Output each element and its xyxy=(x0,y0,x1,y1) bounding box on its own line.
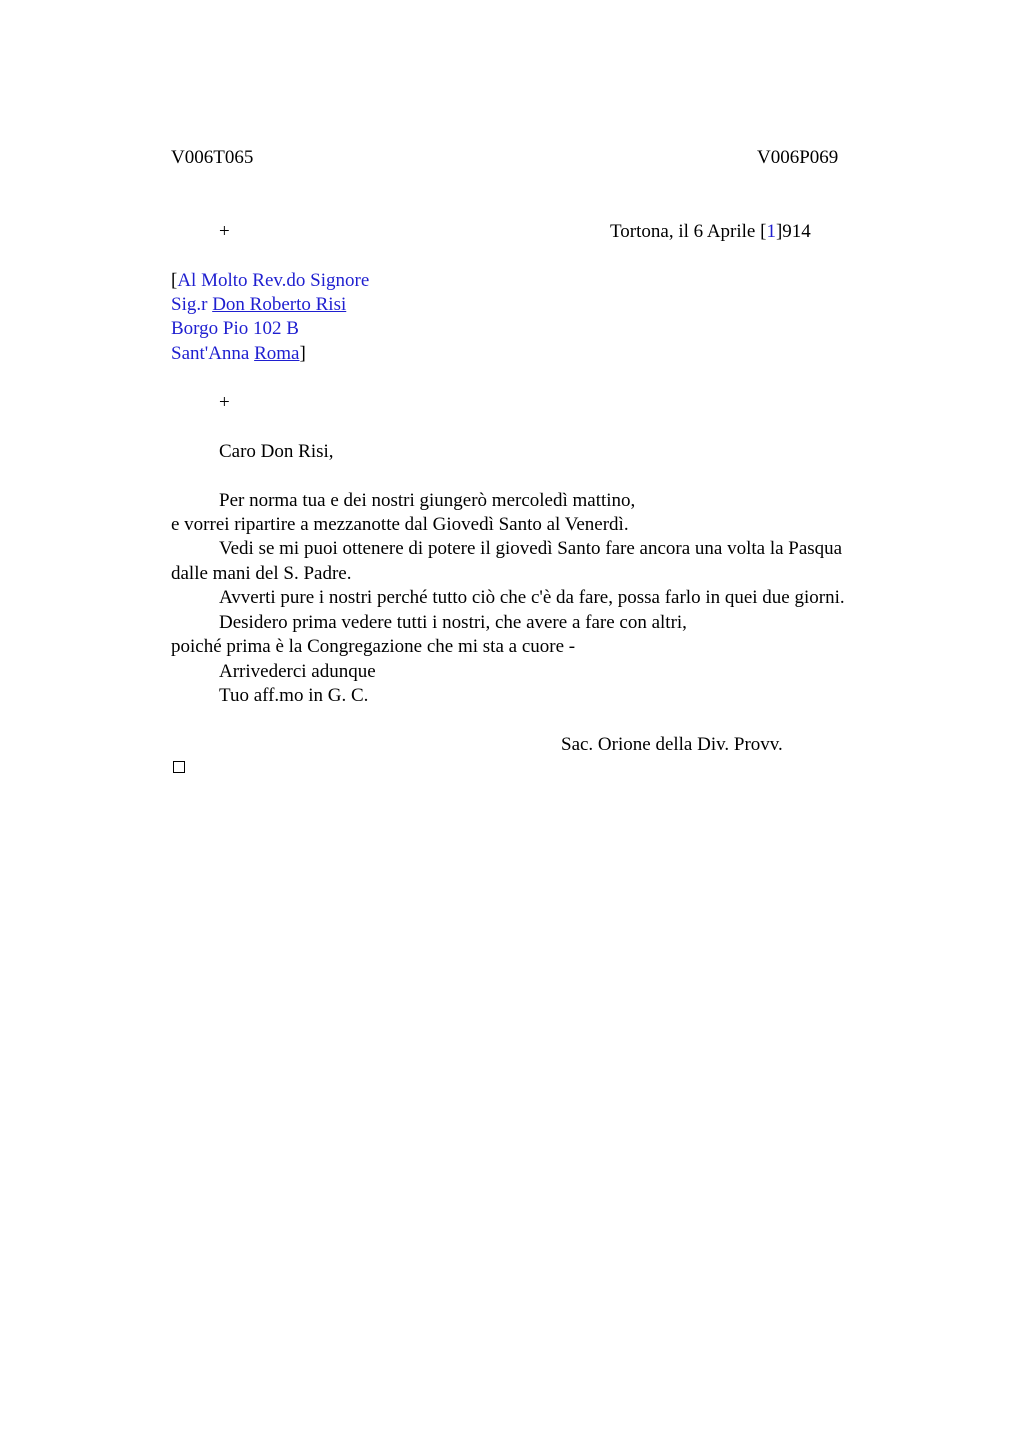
salutation: Caro Don Risi, xyxy=(219,441,334,462)
address-line-4 xyxy=(171,342,306,366)
closing-line: Tuo aff.mo in G. C. xyxy=(219,685,369,706)
dateline-cross: + xyxy=(219,221,230,242)
address-locality: Sant'Anna xyxy=(171,343,255,364)
address-line-2 xyxy=(171,293,346,317)
address-line-1 xyxy=(171,269,369,293)
dateline xyxy=(610,220,811,244)
city-link[interactable]: Roma xyxy=(254,343,300,364)
address-honorific: Sig.r xyxy=(171,294,213,315)
signature: Sac. Orione della Div. Provv. xyxy=(561,734,783,755)
body-line: Avverti pure i nostri perché tutto ciò che c'è da fare, possa farlo in quei due giorni. xyxy=(219,587,845,608)
body-line: Per norma tua e dei nostri giungerò mercoledì mattino, xyxy=(219,490,636,511)
address-close-bracket: ] xyxy=(299,343,306,364)
body-line: Vedi se mi puoi ottenere di potere il giovedì Santo fare ancora una volta la Pasqua xyxy=(219,538,843,559)
closing-line: Arrivederci adunque xyxy=(219,661,376,682)
end-marker-box-icon xyxy=(173,761,185,773)
address-title: Al Molto Rev.do Signore xyxy=(177,270,370,291)
address-line-3: Borgo Pio 102 B xyxy=(171,318,299,339)
body-line: poiché prima è la Congregazione che mi sta a cuore - xyxy=(171,636,576,657)
dateline-year-digit: 1 xyxy=(766,221,776,242)
dateline-year-suffix: ]914 xyxy=(775,221,811,242)
body-line: e vorrei ripartire a mezzanotte dal Giovedì Santo al Venerdì. xyxy=(171,514,629,535)
body-line: dalle mani del S. Padre. xyxy=(171,563,352,584)
recipient-name-link[interactable]: Don Roberto Risi xyxy=(212,294,347,315)
document-code-right: V006P069 xyxy=(757,147,839,168)
document-code-left: V006T065 xyxy=(171,147,254,168)
dateline-place: Tortona, il 6 Aprile [ xyxy=(610,221,767,242)
body-cross: + xyxy=(219,392,230,413)
body-line: Desidero prima vedere tutti i nostri, che avere a fare con altri, xyxy=(219,612,687,633)
address-open-bracket: [ xyxy=(171,270,178,291)
